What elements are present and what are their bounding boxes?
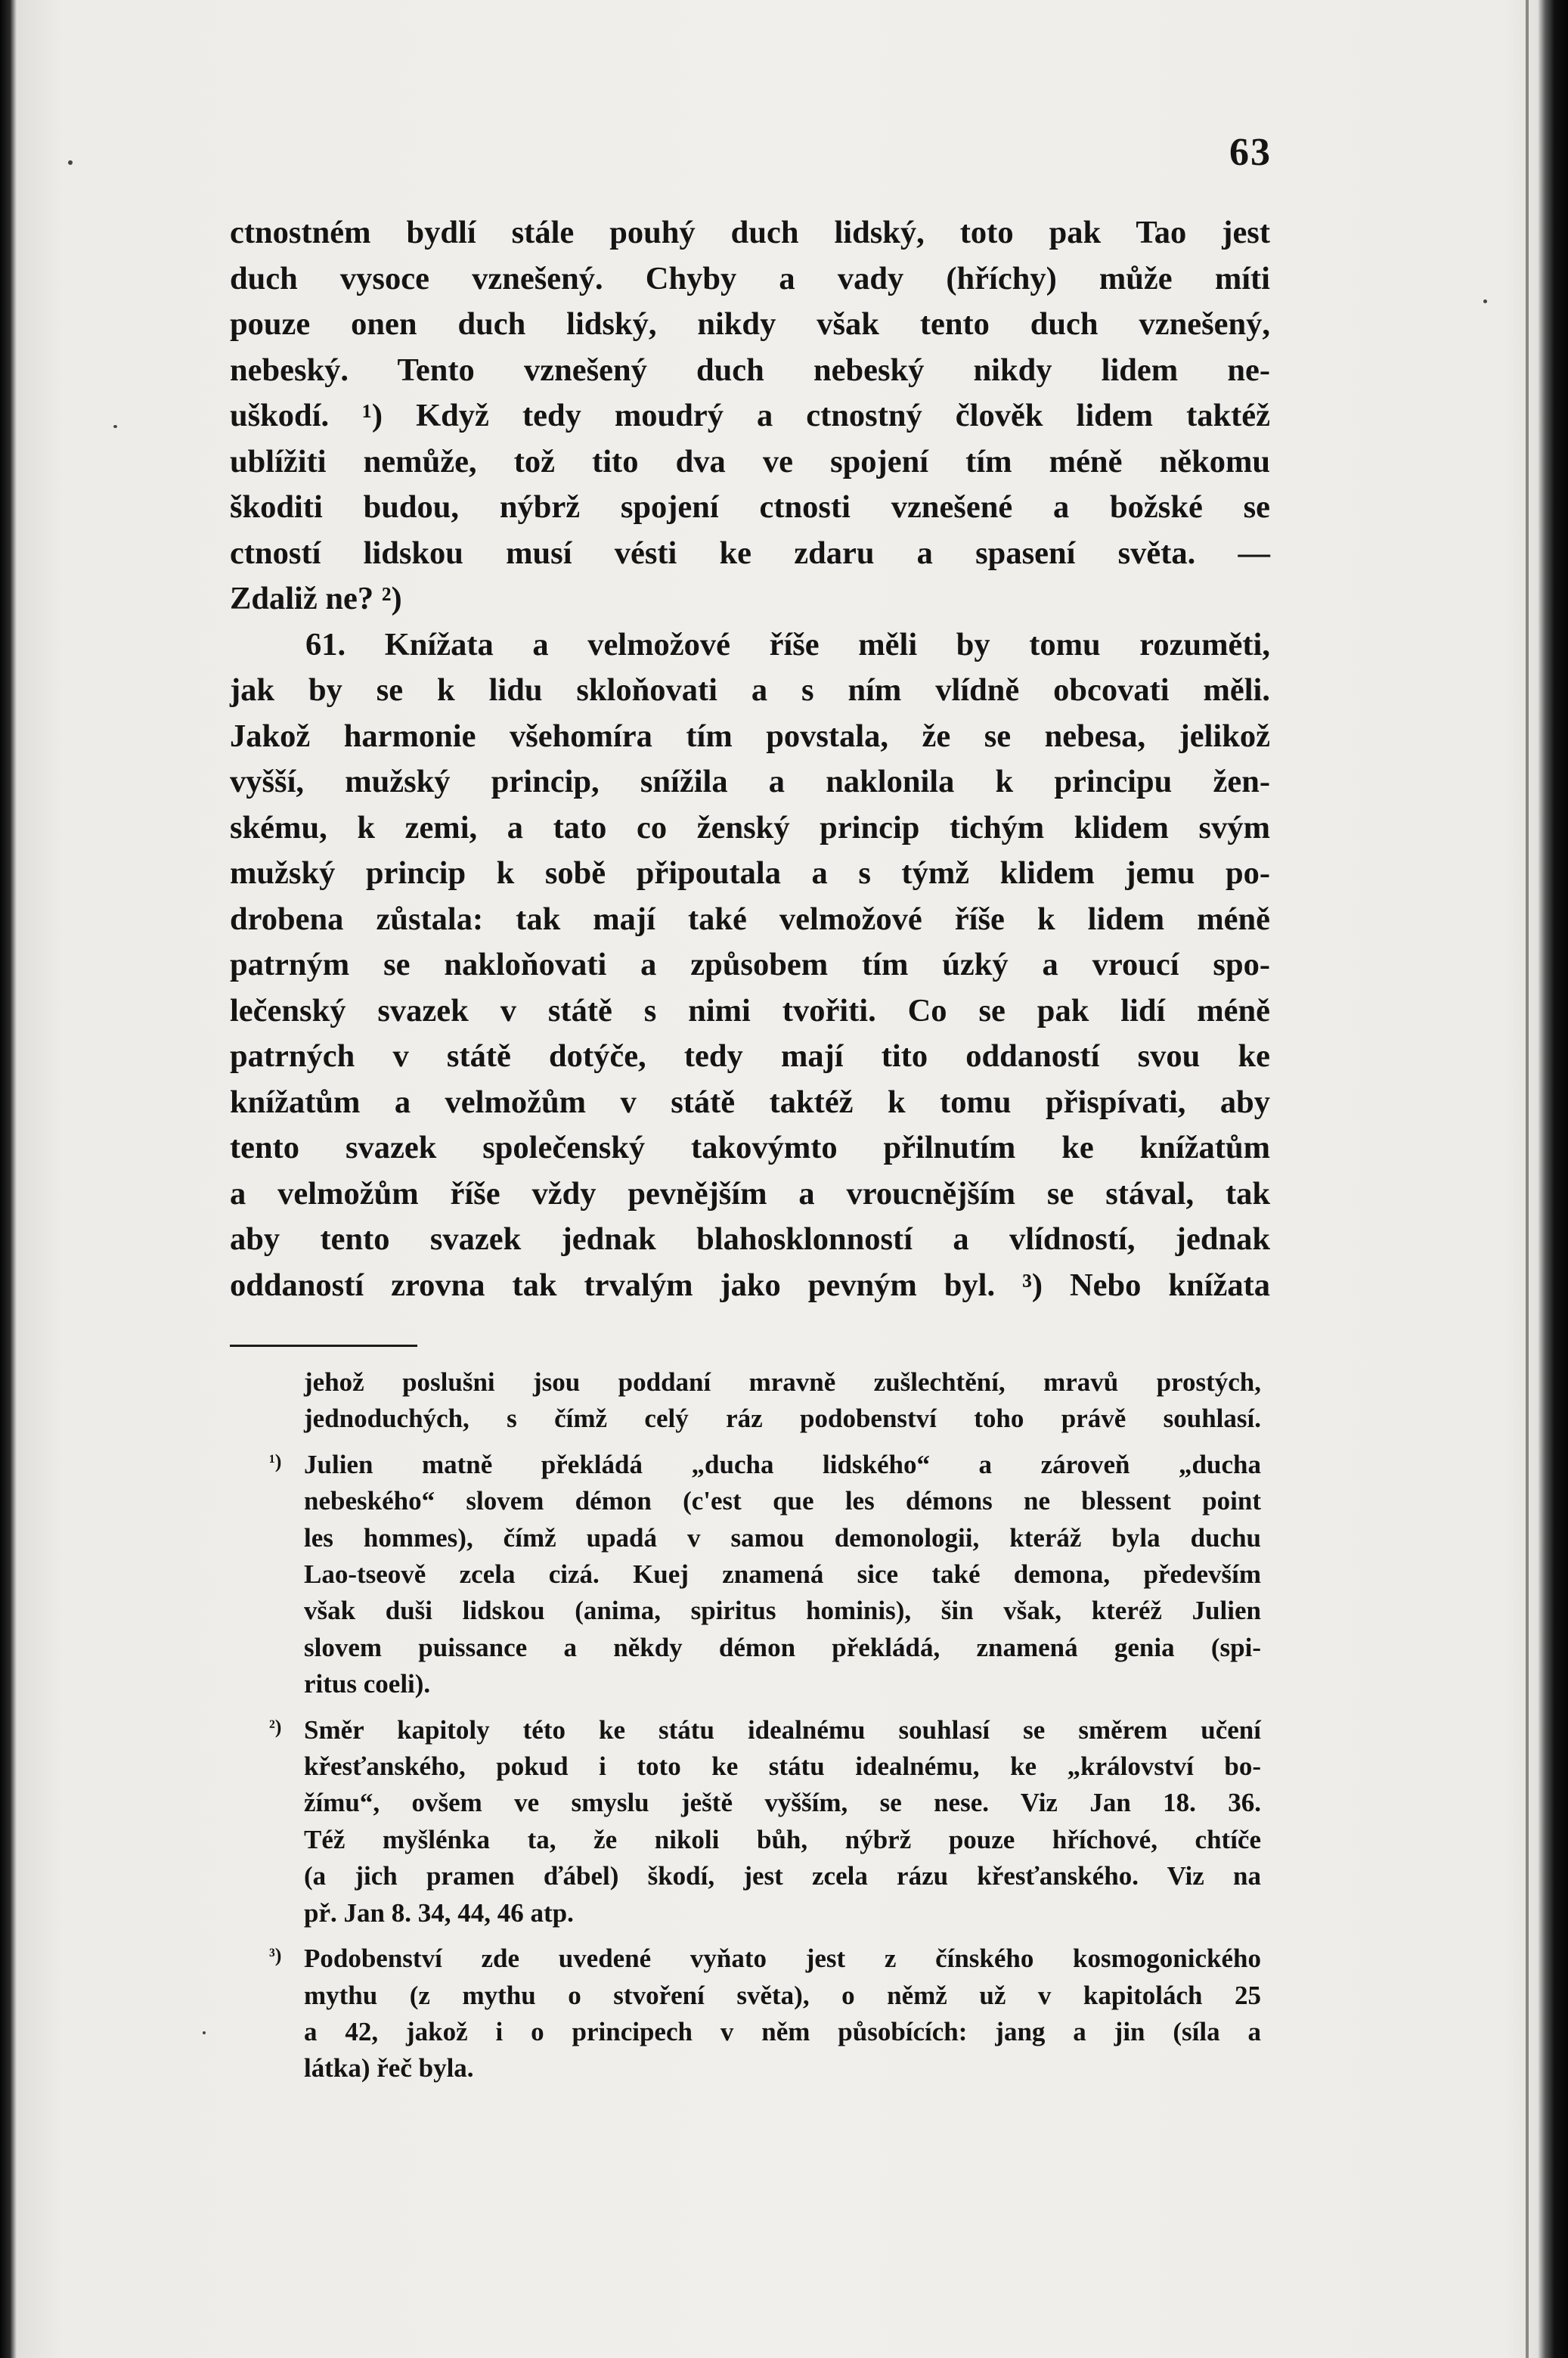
footnote-line: ritus coeli). [304,1669,431,1699]
footnote-line: Podobenství zde uvedené vyňato jest z čínského kosmogonického [304,1944,1261,1974]
footnote-line: Lao-tseově zcela cizá. Kuej znamená sice také demona, především [304,1559,1261,1590]
text-line: Jakož harmonie všehomíra tím povstala, že se nebesa, jelikož [230,718,1270,754]
text-line: patrných v státě dotýče, tedy mají tito oddaností svou ke [230,1038,1270,1074]
footnote-line: les hommes), čímž upadá v samou demonologii, kteráž byla duchu [304,1522,1261,1553]
footnote-text [304,1447,1261,1703]
text-line: nebeský. Tento vznešený duch nebeský nikdy lidem ne- [230,352,1270,388]
footnote-line: (a jich pramen ďábel) škodí, jest zcela rázu křesťanského. Viz na [304,1861,1261,1891]
text-line: drobena zůstala: tak mají také velmožové říše k lidem méně [230,901,1270,937]
footnote-separator [230,1345,417,1347]
main-text [230,210,1270,1308]
text-line: Zdaliž ne? ²) [230,581,402,616]
text-line: duch vysoce vznešený. Chyby a vady (hříchy) může míti [230,260,1270,296]
text-line: uškodí. ¹) Když tedy moudrý a ctnostný člověk lidem taktéž [230,398,1270,433]
text-line: ublížiti nemůže, tož tito dva ve spojení tím méně někomu [230,443,1270,479]
footnotes [269,1364,1261,2096]
footnote-marker: ³) [269,1944,282,1967]
text-line: mužský princip k sobě připoutala a s týmž klidem jemu po- [230,855,1270,891]
scan-speck [1483,299,1487,303]
footnote-continuation [269,1364,1261,1438]
footnote-1 [269,1447,1261,1703]
page-number: 63 [1229,131,1272,174]
text-line: knížatům a velmožům v státě taktéž k tomu přispívati, aby [230,1084,1270,1120]
footnote-line: látka) řeč byla. [304,2053,474,2083]
text-line: oddaností zrovna tak trvalým jako pevným byl. ³) Nebo knížata [230,1267,1270,1303]
text-line: a velmožům říše vždy pevnějším a vroucnějším se stával, tak [230,1175,1270,1212]
scan-speck [203,2031,206,2034]
footnote-line: křesťanského, pokud i toto ke státu idealnému, ke „království bo- [304,1751,1261,1782]
footnote-line: však duši lidskou (anima, spiritus hominis), šin však, kteréž Julien [304,1596,1261,1626]
footnote-line: slovem puissance a někdy démon překládá, znamená genia (spi- [304,1632,1261,1662]
scan-speck [68,160,73,165]
footnote-line: a 42, jakož i o principech v něm působících: jang a jin (síla a [304,2016,1261,2046]
paragraph-start: 61. Knížata a velmožové říše měli by tomu rozuměti, [305,626,1270,662]
footnote-3 [269,1941,1261,2087]
footnote-2 [269,1712,1261,1931]
footnote-line: žímu“, ovšem ve smyslu ještě vyšším, se nese. Viz Jan 18. 36. [304,1788,1261,1818]
text-line: aby tento svazek jednak blahosklonností a vlídností, jednak [230,1221,1270,1257]
footnote-line: jednoduchých, s čímž celý ráz podobenství toho právě souhlasí. [304,1404,1261,1434]
page-edge-left [0,0,17,2358]
text-line: lečenský svazek v státě s nimi tvořiti. Co se pak lidí méně [230,992,1270,1029]
text-line: ctností lidskou musí vésti ke zdaru a spasení světa. — [230,535,1270,571]
footnote-line: mythu (z mythu o stvoření světa), o němž už v kapitolách 25 [304,1980,1261,2010]
footnote-line: Směr kapitoly této ke státu idealnému souhlasí se směrem učení [304,1714,1261,1745]
text-line: pouze onen duch lidský, nikdy však tento duch vznešený, [230,306,1270,342]
footnote-text [304,1941,1261,2087]
text-line: jak by se k lidu skloňovati a s ním vlídně obcovati měli. [230,672,1270,708]
footnote-text [304,1712,1261,1931]
text-line: škoditi budou, nýbrž spojení ctnosti vznešené a božské se [230,489,1270,525]
footnote-line: nebeského“ slovem démon (c'est que les démons ne blessent point [304,1486,1261,1516]
text-line: patrným se nakloňovati a způsobem tím úzký a vroucí spo- [230,947,1270,982]
text-line: skému, k zemi, a tato co ženský princip tichým klidem svým [230,809,1270,845]
text-line: tento svazek společenský takovýmto přilnutím ke knížatům [230,1130,1270,1165]
footnote-marker: ¹) [269,1450,282,1472]
page-edge-right [1538,0,1568,2358]
page-edge-right-line [1526,0,1529,2358]
footnote-line: př. Jan 8. 34, 44, 46 atp. [304,1897,574,1928]
text-line: vyšší, mužský princip, snížila a naklonila k principu žen- [230,764,1270,799]
footnote-text [269,1364,1261,1438]
scan-speck [113,425,117,428]
footnote-line: jehož poslušni jsou poddaní mravně zušlechtění, mravů prostých, [304,1367,1261,1397]
footnote-line: Julien matně překládá „ducha lidského“ a zároveň „ducha [304,1449,1261,1479]
footnote-marker: ²) [269,1715,282,1738]
footnote-line: Též myšlénka ta, že nikoli bůh, nýbrž pouze hříchové, chtíče [304,1824,1261,1854]
text-line: ctnostném bydlí stále pouhý duch lidský, toto pak Tao jest [230,215,1270,250]
